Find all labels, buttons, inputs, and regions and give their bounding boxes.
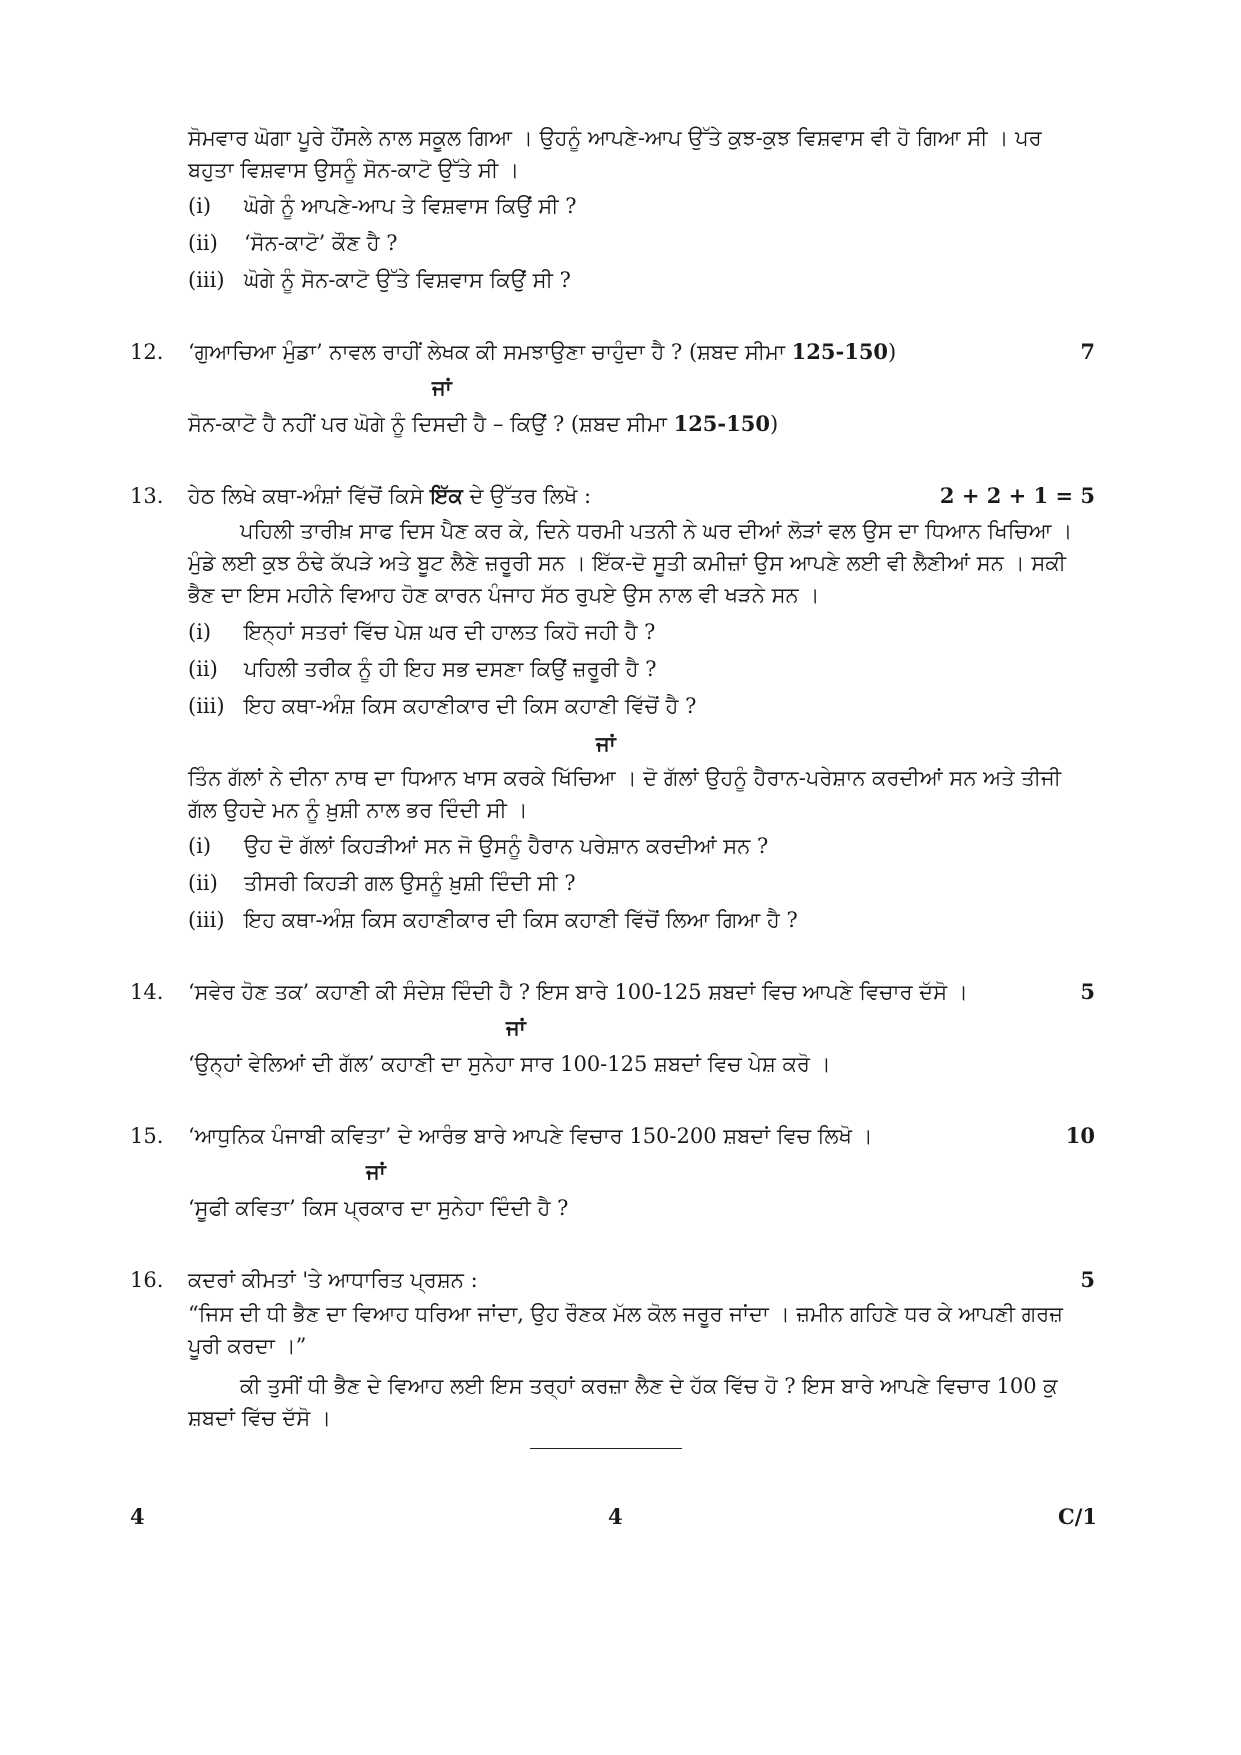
q13-sub1-iii-text: ਇਹ ਕਥਾ-ਅੰਸ਼ ਕਿਸ ਕਹਾਣੀਕਾਰ ਦੀ ਕਿਸ ਕਹਾਣੀ ਵਿੱਚੋਂ ਹੈ ? <box>244 694 697 718</box>
q12-number: 12. <box>130 340 164 364</box>
q12-word-limit: 125-150 <box>791 339 889 364</box>
q11-passage: ਸੋਮਵਾਰ ਘੋਗਾ ਪੂਰੇ ਹੌਂਸਲੇ ਨਾਲ ਸਕੂਲ ਗਿਆ । ਉਹਨੂੰ ਆਪਣੇ-ਆਪ ਉੱਤੇ ਕੁਝ-ਕੁਝ ਵਿਸ਼ਵਾਸ ਵੀ ਹੋ ਗਿਆ ਸੀ । ਪਰ ਬਹੁਤਾ ਵਿਸ਼ਵਾਸ ਉਸਨੂੰ ਸੋਨ-ਕਾਟੋ ਉੱਤੇ ਸੀ । <box>188 126 1042 182</box>
footer-center-page-number: 4 <box>608 1504 623 1529</box>
q13-marks: 2 + 2 + 1 = 5 <box>939 483 1095 508</box>
footer-set-code: C/1 <box>1058 1504 1097 1529</box>
q15-marks: 10 <box>1065 1123 1095 1148</box>
q13-passage-2: ਤਿੰਨ ਗੱਲਾਂ ਨੇ ਦੀਨਾ ਨਾਥ ਦਾ ਧਿਆਨ ਖਾਸ ਕਰਕੇ ਖਿੱਚਿਆ । ਦੋ ਗੱਲਾਂ ਉਹਨੂੰ ਹੈਰਾਨ-ਪਰੇਸ਼ਾਨ ਕਰਦੀਆਂ ਸਨ ਅਤੇ ਤੀਜੀ ਗੱਲ ਉਹਦੇ ਮਨ ਨੂੰ ਖ਼ੁਸ਼ੀ ਨਾਲ ਭਰ ਦਿੰਦੀ ਸੀ । <box>188 766 1062 822</box>
q12-alt-word-limit: 125-150 <box>673 411 770 436</box>
q14-number: 14. <box>130 980 164 1004</box>
q13-sub2-i <box>188 828 1093 864</box>
q15-row <box>130 1118 1095 1154</box>
q16-text: ਕਦਰਾਂ ਕੀਮਤਾਂ 'ਤੇ ਆਧਾਰਿਤ ਪ੍ਰਸ਼ਨ : <box>188 1268 478 1292</box>
q13-sub1-i <box>188 614 1093 650</box>
q14-or: ਜਾਂ <box>506 1015 526 1040</box>
q13-or: ਜਾਂ <box>596 731 616 756</box>
q12-alt-text-main: ਸੋਨ-ਕਾਟੋ ਹੈ ਨਹੀਂ ਪਰ ਘੋਗੇ ਨੂੰ ਦਿਸਦੀ ਹੈ – ਕਿਉਂ ? (ਸ਼ਬਦ ਸੀਮਾ <box>188 412 674 436</box>
q11-sub-iii-text: ਘੋਗੇ ਨੂੰ ਸੋਨ-ਕਾਟੋ ਉੱਤੇ ਵਿਸ਼ਵਾਸ ਕਿਉਂ ਸੀ ? <box>244 268 571 292</box>
q13-sub1-ii-text: ਪਹਿਲੀ ਤਰੀਕ ਨੂੰ ਹੀ ਇਹ ਸਭ ਦਸਣਾ ਕਿਉਂ ਜ਼ਰੂਰੀ ਹੈ ? <box>244 657 657 681</box>
q16-quote: “ਜਿਸ ਦੀ ਧੀ ਭੈਣ ਦਾ ਵਿਆਹ ਧਰਿਆ ਜਾਂਦਾ, ਉਹ ਰੌਣਕ ਮੱਲ ਕੋਲ ਜਰੂਰ ਜਾਂਦਾ । ਜ਼ਮੀਨ ਗਹਿਣੇ ਧਰ ਕੇ ਆਪਣੀ ਗਰਜ਼ ਪੂਰੀ ਕਰਦਾ ।” <box>188 1302 1063 1358</box>
q15-alt <box>188 1190 1093 1226</box>
q13-sub1-iii-num: (iii) <box>188 694 225 718</box>
q14-alt <box>188 1046 1093 1082</box>
q16-number: 16. <box>130 1268 164 1292</box>
q12-text-main: ‘ਗੁਆਚਿਆ ਮੁੰਡਾ’ ਨਾਵਲ ਰਾਹੀਂ ਲੇਖਕ ਕੀ ਸਮਝਾਉਣਾ ਚਾਹੁੰਦਾ ਹੈ ? (ਸ਼ਬਦ ਸੀਮਾ <box>188 340 792 364</box>
q11-sub-ii-num: (ii) <box>188 231 218 255</box>
q13-sub1-ii-num: (ii) <box>188 657 218 681</box>
q16-row <box>130 1262 1095 1298</box>
q13-sub1-i-num: (i) <box>188 620 212 644</box>
q12-alt-text-close: ) <box>769 412 779 436</box>
q14-row <box>130 974 1095 1010</box>
q13-sub1-i-text: ਇਨ੍ਹਾਂ ਸਤਰਾਂ ਵਿੱਚ ਪੇਸ਼ ਘਰ ਦੀ ਹਾਲਤ ਕਿਹੋ ਜਹੀ ਹੈ ? <box>244 620 656 644</box>
q13-sub2-iii <box>188 902 1093 938</box>
q13-number: 13. <box>130 484 164 508</box>
q13-sub1-iii <box>188 688 1093 724</box>
q15-or: ਜਾਂ <box>366 1159 386 1184</box>
q13-sub2-iii-text: ਇਹ ਕਥਾ-ਅੰਸ਼ ਕਿਸ ਕਹਾਣੀਕਾਰ ਦੀ ਕਿਸ ਕਹਾਣੀ ਵਿੱਚੋਂ ਲਿਆ ਗਿਆ ਹੈ ? <box>244 908 798 932</box>
q11-sub-ii <box>188 225 1093 261</box>
q12-text-close: ) <box>888 340 897 364</box>
q12-alt-text <box>188 406 778 442</box>
q12-alt <box>188 406 1093 442</box>
q11-sub-iii-num: (iii) <box>188 268 225 292</box>
q13-sub1-ii <box>188 651 1093 687</box>
q16-marks: 5 <box>1080 1267 1095 1292</box>
q11-sub-ii-text: ‘ਸੋਨ-ਕਾਟੋ’ ਕੌਣ ਹੈ ? <box>244 231 398 255</box>
q15-number: 15. <box>130 1124 164 1148</box>
q11-sub-i <box>188 188 1093 224</box>
q11-sub-i-num: (i) <box>188 194 212 218</box>
footer-left-page-number: 4 <box>130 1504 145 1529</box>
q13-row <box>130 478 1095 514</box>
q11-sub-i-text: ਘੋਗੇ ਨੂੰ ਆਪਣੇ-ਆਪ ਤੇ ਵਿਸ਼ਵਾਸ ਕਿਉਂ ਸੀ ? <box>244 194 577 218</box>
q13-text-c: ਦੇ ਉੱਤਰ ਲਿਖੋ : <box>462 484 592 508</box>
q13-passage-1: ਪਹਿਲੀ ਤਾਰੀਖ਼ ਸਾਫ ਦਿਸ ਪੈਣ ਕਰ ਕੇ, ਦਿਨੇ ਧਰਮੀ ਪਤਨੀ ਨੇ ਘਰ ਦੀਆਂ ਲੋੜਾਂ ਵਲ ਉਸ ਦਾ ਧਿਆਨ ਖਿਚਿਆ । ਮੁੰਡੇ ਲਈ ਕੁਝ ਠੰਢੇ ਕੱਪੜੇ ਅਤੇ ਬੂਟ ਲੈਣੇ ਜ਼ਰੂਰੀ ਸਨ । ਇੱਕ-ਦੋ ਸੂਤੀ ਕਮੀਜ਼ਾਂ ਉਸ ਆਪਣੇ ਲਈ ਵੀ ਲੈਣੀਆਂ ਸਨ । ਸਕੀ ਭੈਣ ਦਾ ਇਸ ਮਹੀਨੇ ਵਿਆਹ ਹੋਣ ਕਾਰਨ ਪੰਜਾਹ ਸੱਠ ਰੁਪਏ ਉਸ ਨਾਲ ਵੀ ਖੜਨੇ ਸਨ । <box>188 519 1073 607</box>
q15-alt-text: ‘ਸੂਫੀ ਕਵਿਤਾ’ ਕਿਸ ਪ੍ਰਕਾਰ ਦਾ ਸੁਨੇਹਾ ਦਿੰਦੀ ਹੈ ? <box>188 1196 569 1220</box>
q11-sub-iii <box>188 262 1093 298</box>
q14-text: ‘ਸਵੇਰ ਹੋਣ ਤਕ’ ਕਹਾਣੀ ਕੀ ਸੰਦੇਸ਼ ਦਿੰਦੀ ਹੈ ? ਇਸ ਬਾਰੇ 100-125 ਸ਼ਬਦਾਂ ਵਿਚ ਆਪਣੇ ਵਿਚਾਰ ਦੱਸੋ । <box>188 980 968 1004</box>
q13-text-a: ਹੇਠ ਲਿਖੇ ਕਥਾ-ਅੰਸ਼ਾਂ ਵਿੱਚੋਂ ਕਿਸੇ <box>188 484 431 508</box>
end-rule <box>530 1448 682 1449</box>
q12-row <box>130 334 1095 370</box>
q13-text-bold: ਇੱਕ <box>430 483 463 508</box>
q14-marks: 5 <box>1080 979 1095 1004</box>
q12-or: ਜਾਂ <box>432 375 452 400</box>
q13-sub2-ii-num: (ii) <box>188 871 218 895</box>
q13-sub2-iii-num: (iii) <box>188 908 225 932</box>
q15-text: ‘ਆਧੁਨਿਕ ਪੰਜਾਬੀ ਕਵਿਤਾ’ ਦੇ ਆਰੰਭ ਬਾਰੇ ਆਪਣੇ ਵਿਚਾਰ 150-200 ਸ਼ਬਦਾਂ ਵਿਚ ਲਿਖੋ । <box>188 1124 873 1148</box>
q16-question: ਕੀ ਤੁਸੀਂ ਧੀ ਭੈਣ ਦੇ ਵਿਆਹ ਲਈ ਇਸ ਤਰ੍ਹਾਂ ਕਰਜ਼ਾ ਲੈਣ ਦੇ ਹੱਕ ਵਿੱਚ ਹੋ ? ਇਸ ਬਾਰੇ ਆਪਣੇ ਵਿਚਾਰ 100 ਕੁ ਸ਼ਬਦਾਂ ਵਿੱਚ ਦੱਸੋ । <box>188 1374 1058 1430</box>
q13-text <box>188 478 591 514</box>
q13-sub2-i-text: ਉਹ ਦੋ ਗੱਲਾਂ ਕਿਹੜੀਆਂ ਸਨ ਜੋ ਉਸਨੂੰ ਹੈਰਾਨ ਪਰੇਸ਼ਾਨ ਕਰਦੀਆਂ ਸਨ ? <box>244 834 769 858</box>
q12-text <box>188 334 896 370</box>
q13-sub2-ii-text: ਤੀਸਰੀ ਕਿਹੜੀ ਗਲ ਉਸਨੂੰ ਖ਼ੁਸ਼ੀ ਦਿੰਦੀ ਸੀ ? <box>244 871 576 895</box>
q12-marks: 7 <box>1080 339 1095 364</box>
q13-sub2-i-num: (i) <box>188 834 212 858</box>
q14-alt-text: ‘ਉਨ੍ਹਾਂ ਵੇਲਿਆਂ ਦੀ ਗੱਲ’ ਕਹਾਣੀ ਦਾ ਸੁਨੇਹਾ ਸਾਰ 100-125 ਸ਼ਬਦਾਂ ਵਿਚ ਪੇਸ਼ ਕਰੋ । <box>188 1052 831 1076</box>
q13-sub2-ii <box>188 865 1093 901</box>
